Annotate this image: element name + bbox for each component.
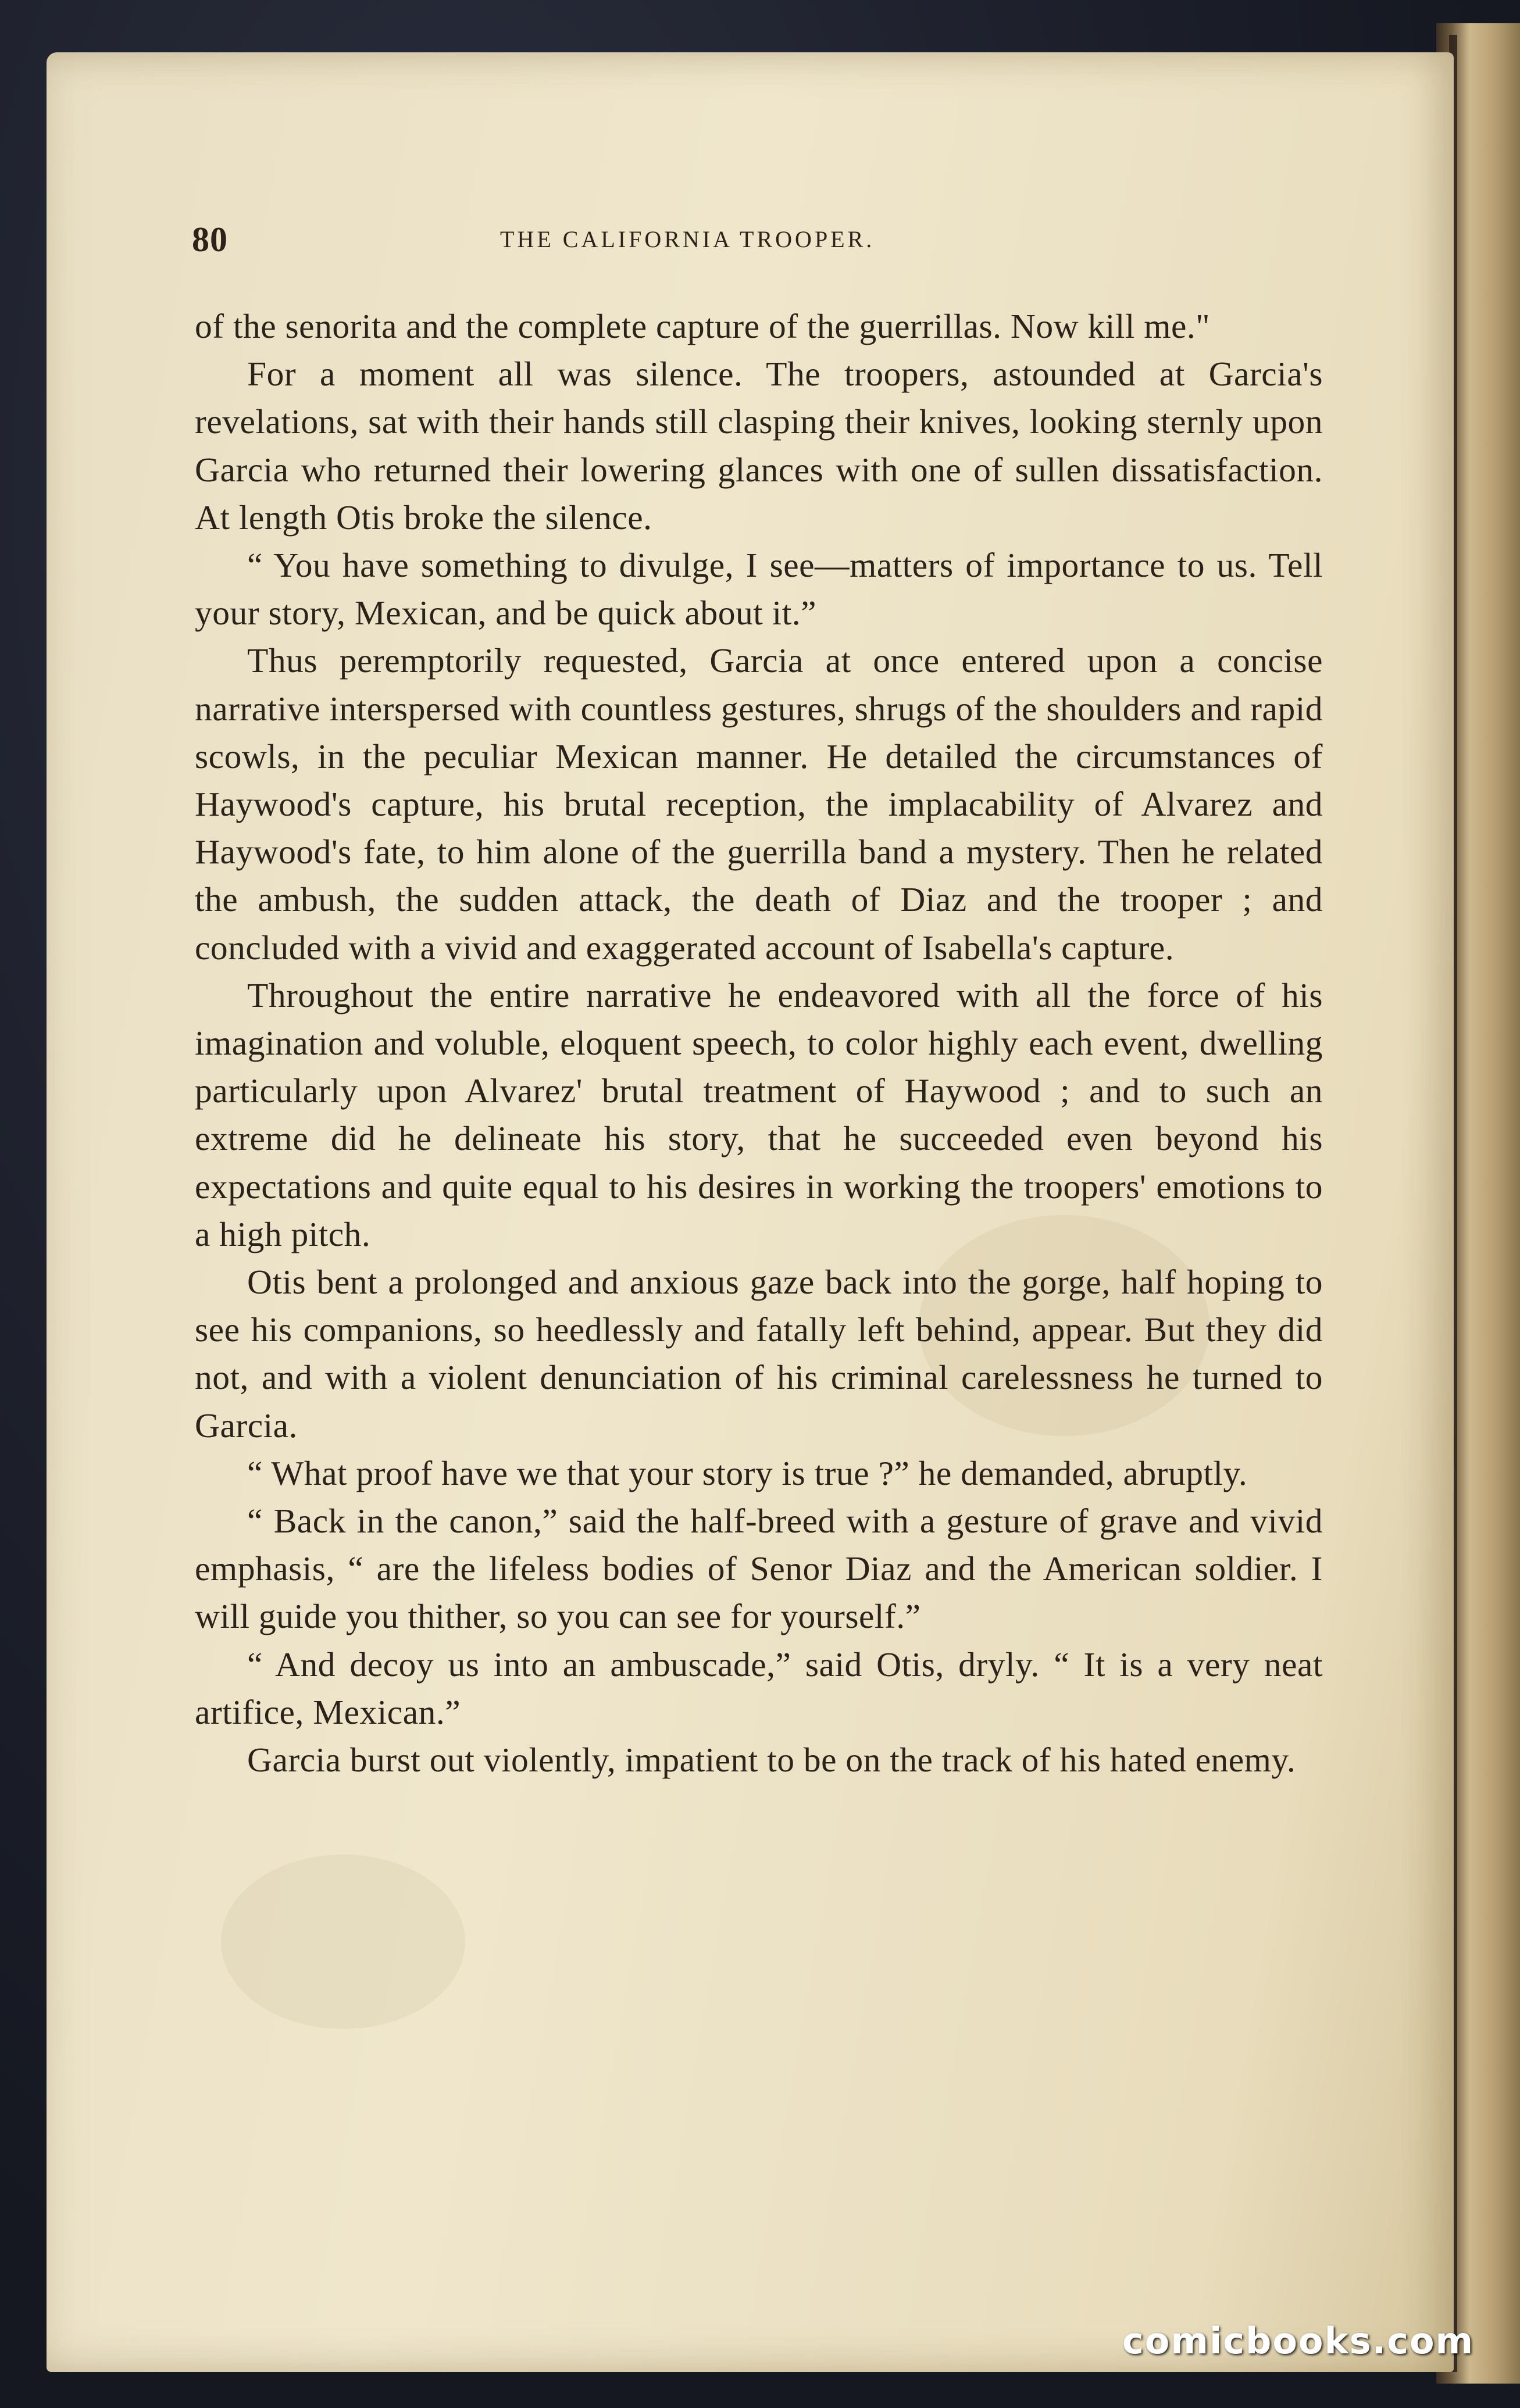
page-number: 80	[192, 220, 228, 259]
paragraph: “ Back in the canon,” said the half-breed with a gesture of grave and vivid emphasis, “ are the lifeless bodies of Senor Diaz and the American soldier. I will guide you thither, so you can see for yourself.”	[195, 1502, 1323, 1636]
paragraph: Otis bent a prolonged and anxious gaze back into the gorge, half hoping to see his companions, so heedlessly and fatally left behind, appear. But they did not, and with a violent denunciation of his criminal carelessness he turned to Garcia.	[195, 1263, 1323, 1445]
running-head: THE CALIFORNIA TROOPER.	[500, 226, 875, 252]
page-header	[192, 220, 1401, 266]
paragraph: of the senorita and the complete capture of the guerrillas. Now kill me."	[195, 307, 1211, 345]
body-text	[195, 302, 1323, 1784]
paragraph: Throughout the entire narrative he endeavored with all the force of his imagination and voluble, eloquent speech, to color highly each event, dwelling particularly upon Alvarez' brutal treatment of Haywood ; and to such an extreme did he delineate his story, that he succeeded even beyond his expectations and quite equal to his desires in working the troopers' emotions to a high pitch.	[195, 976, 1323, 1253]
paragraph: Garcia burst out violently, impatient to be on the track of his hated enemy.	[247, 1741, 1296, 1780]
paragraph: For a moment all was silence. The troopers, astounded at Garcia's revelations, sat with their hands still clasping their knives, looking sternly upon Garcia who returned their lowering glances with one of sullen dissatisfaction. At length Otis broke the silence.	[195, 355, 1323, 537]
paragraph: “ You have something to divulge, I see—matters of importance to us. Tell your story, Mexican, and be quick about it.”	[195, 546, 1323, 633]
paragraph: “ What proof have we that your story is true ?” he demanded, abruptly.	[247, 1453, 1248, 1492]
paragraph: Thus peremptorily requested, Garcia at once entered upon a concise narrative interspersed with countless gestures, shrugs of the shoulders and rapid scowls, in the peculiar Mexican manner. He detailed the circumstances of Haywood's capture, his brutal reception, the implacability of Alvarez and Haywood's fate, to him alone of the guerrilla band a mystery. Then he related the ambush, the sudden attack, the death of Diaz and the trooper ; and concluded with a vivid and exaggerated account of Isabella's capture.	[195, 641, 1323, 967]
paragraph: “ And decoy us into an ambuscade,” said Otis, dryly. “ It is a very neat artifice, Mexican.”	[195, 1645, 1323, 1731]
watermark: comicbooks.com	[1122, 2320, 1475, 2362]
paper-stain	[221, 1855, 465, 2029]
